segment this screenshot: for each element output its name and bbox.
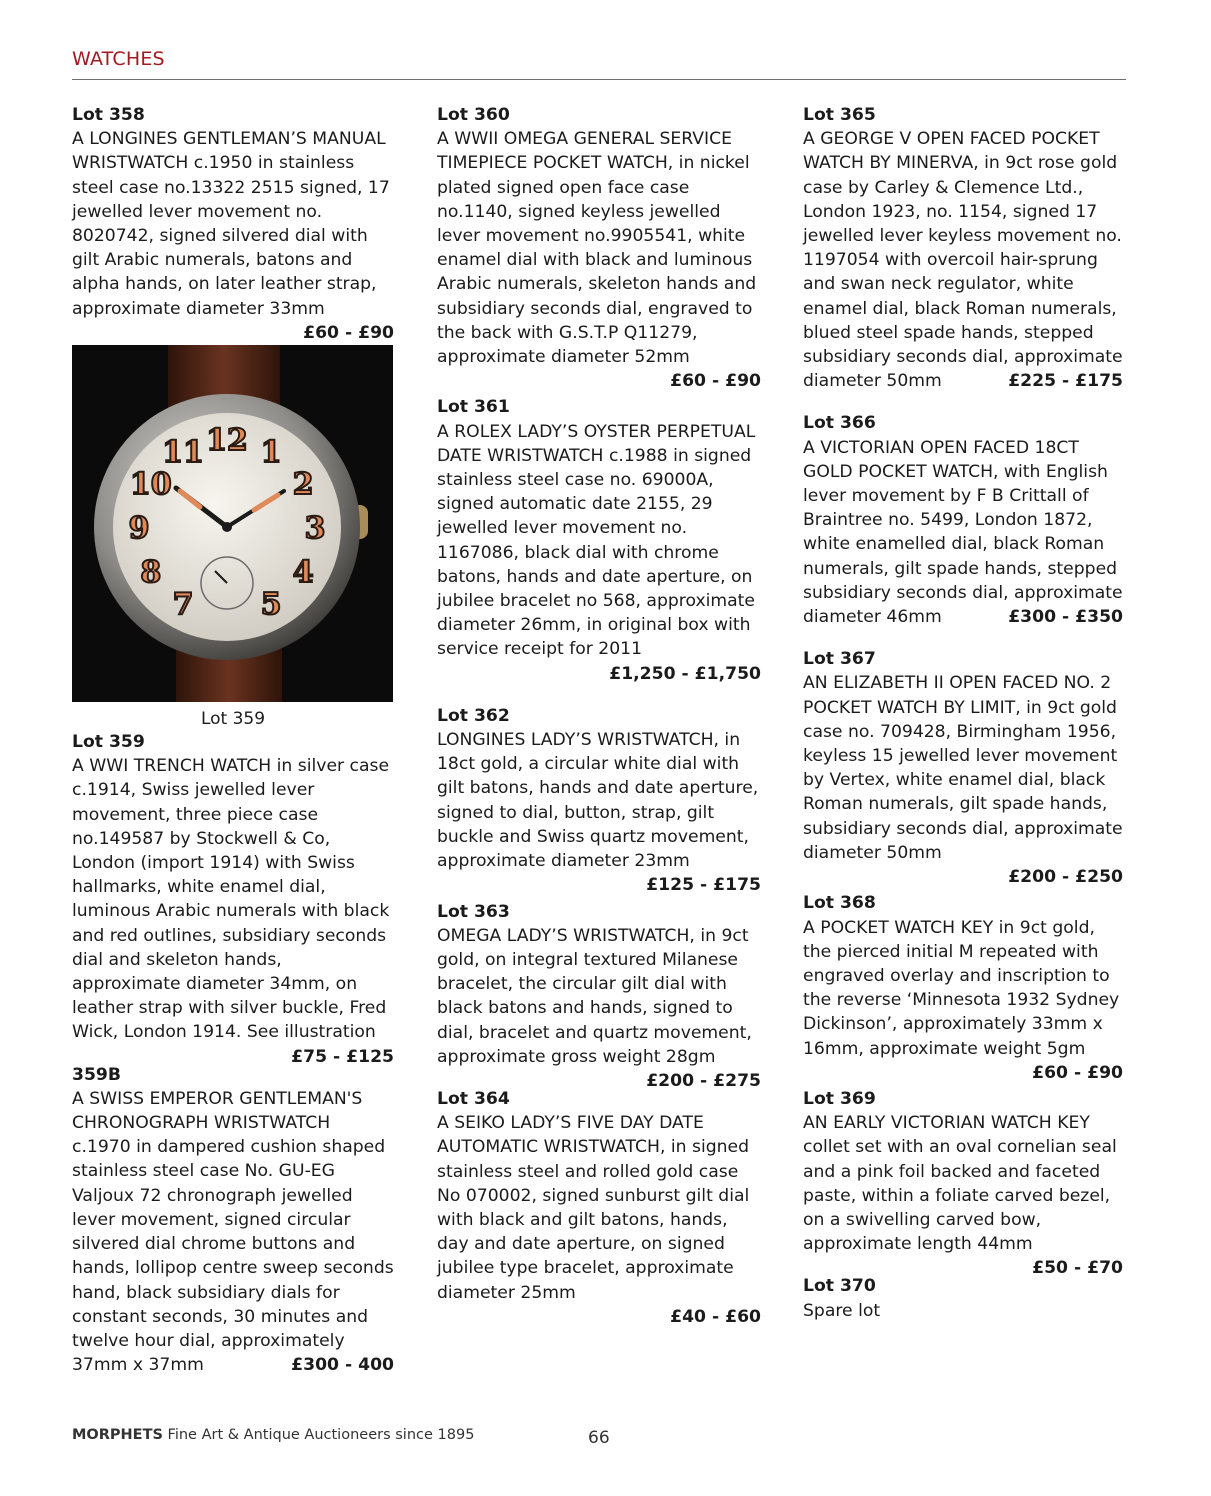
lot-estimate: £75 - £125 [291,1046,394,1067]
dial-numeral: 11 [162,434,204,470]
lot-description: A VICTORIAN OPEN FACED 18CT GOLD POCKET WATCH, with English lever movement by F B Crittall of Braintree no. 5499, London 1872, white enamelled dial, black Roman numerals, gilt spade hands, stepped subsidiary seconds dial, approximate diameter 46mm [803,437,1123,628]
page-number: 66 [588,1428,610,1448]
lot-title: 359B [72,1064,121,1085]
lot-estimate: £60 - £90 [1032,1062,1123,1083]
lot-estimate: £125 - £175 [646,875,761,896]
lot-365 [803,103,1123,393]
lot-estimate: £225 - £175 [1008,371,1123,392]
lot-description: A LONGINES GENTLEMAN’S MANUAL WRISTWATCH c.1950 in stainless steel case no.13322 2515 signed, 17 jewelled lever movement no. 8020742, signed silvered dial with gilt Arabic numerals, batons and alpha hands, on later leather strap, approximate diameter 33mm [72,129,390,319]
lot-description: A SWISS EMPEROR GENTLEMAN'S CHRONOGRAPH WRISTWATCH c.1970 in dampered cushion shaped stainless steel case No. GU-EG Valjoux 72 chronograph jewelled lever movement, signed circular silvered dial chrome buttons and hands, lollipop centre sweep seconds hand, black subsidiary dials for constant seconds, 30 minutes and twelve hour dial, approximately 37mm x 37mm [72,1088,394,1376]
lot-description: A WWII OMEGA GENERAL SERVICE TIMEPIECE POCKET WATCH, in nickel plated signed open face case no.1140, signed keyless jewelled lever movement no.9905541, white enamel dial with black and luminous Arabic numerals, skeleton hands and subsidiary seconds dial, engraved to the back with G.S.T.P Q11279, approximate diameter 52mm [437,129,757,368]
lot-359b [72,1063,394,1378]
header-divider [72,79,1126,80]
lot-title: Lot 363 [437,901,510,922]
lot-364 [437,1087,761,1329]
lot-title: Lot 359 [72,732,145,753]
lot-description: A POCKET WATCH KEY in 9ct gold, the pierced initial M repeated with engraved overlay and inscription to the reverse ‘Minnesota 1932 Sydney Dickinson’, approximately 33mm x 16mm, approximate weight 5gm [803,917,1120,1059]
dial-numeral: 2 [292,467,314,503]
lot-title: Lot 358 [72,105,145,125]
lot-description: AN ELIZABETH II OPEN FACED NO. 2 POCKET WATCH BY LIMIT, in 9ct gold case no. 709428, Birmingham 1956, keyless 15 jewelled lever movement by Vertex, white enamel dial, black Roman numerals, gilt spade hands, subsidiary seconds dial, approximate diameter 50mm [803,673,1123,863]
dial-numeral: 5 [260,587,282,623]
lot-363 [437,900,761,1091]
lot-369 [803,1087,1123,1279]
lot-description: A SEIKO LADY’S FIVE DAY DATE AUTOMATIC WRISTWATCH, in signed stainless steel and rolled gold case No 070002, signed sunburst gilt dial with black and gilt batons, hands, day and date aperture, on signed jubilee type bracelet, approximate diameter 25mm [437,1113,750,1303]
lot-estimate: £60 - £90 [303,322,394,343]
dial-numeral: 1 [260,434,282,470]
lot-description: A ROLEX LADY’S OYSTER PERPETUAL DATE WRISTWATCH c.1988 in signed stainless steel case no. 69000A, signed automatic date 2155, 29 jewelled lever movement no. 1167086, black dial with chrome batons, hands and date aperture, on jubilee bracelet no 568, approximate diameter 26mm, in original box with service receipt for 2011 [437,421,756,660]
lot-title: Lot 362 [437,705,510,726]
lot-description: AN EARLY VICTORIAN WATCH KEY collet set with an oval cornelian seal and a pink foil backed and faceted paste, within a foliate carved bezel, on a swivelling carved bow, approximate length 44mm [803,1113,1117,1255]
lot-title: Lot 370 [803,1276,876,1297]
lot-description: LONGINES LADY’S WRISTWATCH, in 18ct gold, a circular white dial with gilt batons, hands and date aperture, signed to dial, button, strap, gilt buckle and Swiss quartz movement, approximate diameter 23mm [437,730,759,872]
column-left [72,103,394,1395]
footer-brand: MORPHETS [72,1427,163,1443]
lot-description: Spare lot [803,1300,881,1321]
column-middle [437,103,761,1347]
lot-title: Lot 364 [437,1088,510,1109]
lot-description: OMEGA LADY’S WRISTWATCH, in 9ct gold, on integral textured Milanese bracelet, the circular gilt dial with black batons and hands, signed to dial, bracelet and quartz movement, approximate gross weight 28gm [437,925,752,1067]
lot-title: Lot 361 [437,397,510,418]
watch-photo-lot-359 [72,345,393,702]
lot-title: Lot 366 [803,413,876,434]
lot-title: Lot 368 [803,893,876,914]
lot-360 [437,103,761,393]
lot-366 [803,411,1123,629]
lot-estimate: £300 - £350 [1008,607,1123,628]
lot-title: Lot 367 [803,649,876,670]
dial-numeral: 3 [304,511,326,547]
footer-tagline: Fine Art & Antique Auctioneers since 1895 [167,1427,475,1443]
dial-numeral: 7 [172,587,194,623]
lot-359 [72,730,394,1067]
section-title: WATCHES [72,48,165,70]
lot-title: Lot 360 [437,105,510,125]
lot-estimate: £40 - £60 [670,1306,761,1327]
column-right [803,103,1123,1341]
lot-estimate: £300 - 400 [291,1355,394,1376]
dial-numeral: 12 [206,423,248,459]
lot-estimate: £200 - £275 [646,1070,761,1091]
footer [72,1427,474,1443]
dial-numeral: 4 [292,555,314,591]
lot-estimate: £60 - £90 [670,371,761,392]
photo-caption: Lot 359 [200,709,266,730]
dial-numeral: 9 [128,511,150,547]
lot-estimate: £1,250 - £1,750 [609,663,761,684]
lot-estimate: £200 - £250 [1008,867,1123,888]
lot-370 [803,1274,1123,1322]
lot-estimate: £50 - £70 [1032,1258,1123,1279]
dial-numeral: 8 [140,555,162,591]
lot-362 [437,704,761,898]
lot-367 [803,647,1123,889]
lot-title: Lot 369 [803,1088,876,1109]
lot-361 [437,395,761,685]
lot-368 [803,891,1123,1085]
lot-description: A GEORGE V OPEN FACED POCKET WATCH BY MINERVA, in 9ct rose gold case by Carley & Clemence Ltd., London 1923, no. 1154, signed 17 jewelled lever keyless movement no. 1197054 with overcoil hair-sprung and swan neck regulator, white enamel dial, black Roman numerals, blued steel spade hands, stepped subsidiary seconds dial, approximate diameter 50mm [803,129,1123,392]
lot-358 [72,103,394,343]
lot-title: Lot 365 [803,105,876,125]
lot-description: A WWI TRENCH WATCH in silver case c.1914, Swiss jewelled lever movement, three piece case no.149587 by Stockwell & Co, London (import 1914) with Swiss hallmarks, white enamel dial, luminous Arabic numerals with black and red outlines, subsidiary seconds dial and skeleton hands, approximate diameter 34mm, on leather strap with silver buckle, Fred Wick, London 1914. See illustration [72,756,390,1043]
dial-numeral: 10 [129,467,172,503]
